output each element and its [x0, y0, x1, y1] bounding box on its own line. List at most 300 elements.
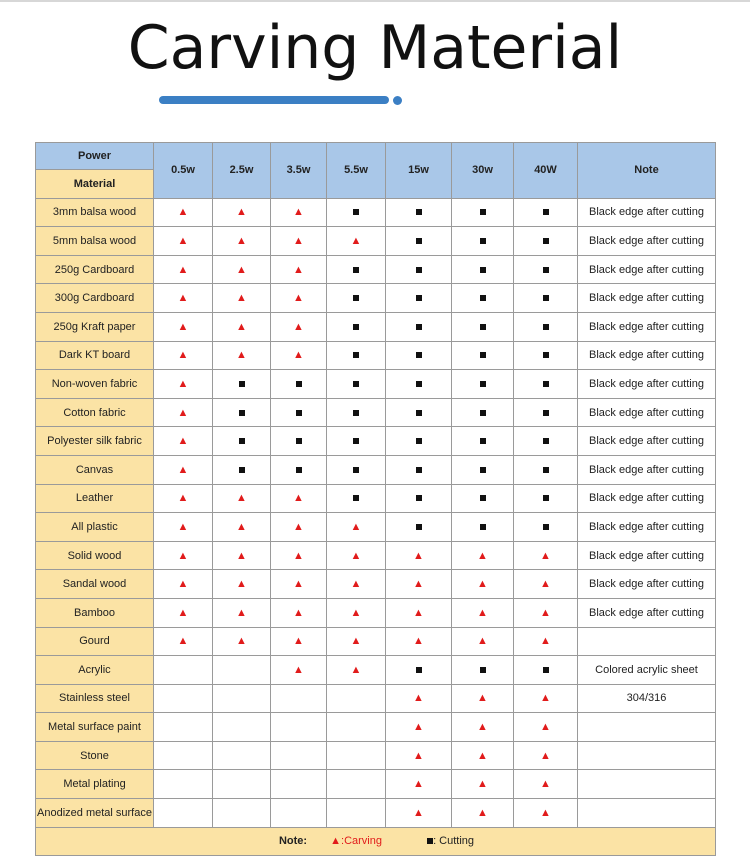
square-icon [416, 438, 422, 444]
top-divider [0, 0, 750, 2]
table-row [36, 398, 716, 427]
mark-cell [452, 227, 514, 256]
triangle-icon: ▲ [477, 578, 488, 591]
triangle-icon: ▲ [177, 234, 189, 247]
legend-carving [330, 835, 382, 847]
mark-cell [327, 227, 386, 256]
square-icon [480, 238, 486, 244]
triangle-icon: ▲ [413, 778, 424, 791]
mark-cell [452, 770, 514, 799]
power-col-header: 2.5w [213, 143, 271, 199]
triangle-icon: ▲ [413, 606, 424, 619]
triangle-icon: ▲ [177, 406, 189, 419]
square-icon [416, 238, 422, 244]
triangle-icon: ▲ [177, 320, 189, 333]
mark-cell [327, 455, 386, 484]
mark-cell [154, 484, 213, 513]
triangle-icon: ▲ [177, 606, 189, 619]
note-cell: Black edge after cutting [578, 541, 716, 570]
triangle-icon: ▲ [177, 578, 189, 591]
note-cell: 304/316 [578, 684, 716, 713]
triangle-icon: ▲ [540, 606, 551, 619]
square-icon [416, 324, 422, 330]
square-icon [239, 438, 245, 444]
mark-cell [271, 684, 327, 713]
mark-cell [514, 598, 578, 627]
triangle-icon: ▲ [177, 349, 189, 362]
square-icon [353, 295, 359, 301]
mark-cell [271, 227, 327, 256]
triangle-icon: ▲ [477, 692, 488, 705]
triangle-icon: ▲ [177, 206, 189, 219]
mark-cell [514, 656, 578, 685]
mark-cell [213, 370, 271, 399]
triangle-icon: ▲ [350, 234, 362, 247]
square-icon [296, 438, 302, 444]
note-cell: Black edge after cutting [578, 427, 716, 456]
table-row [36, 427, 716, 456]
mark-cell [213, 741, 271, 770]
material-table [35, 142, 716, 856]
mark-cell [327, 770, 386, 799]
mark-cell [514, 341, 578, 370]
triangle-icon: ▲ [293, 492, 304, 505]
mark-cell [213, 398, 271, 427]
square-icon [543, 495, 549, 501]
mark-cell [213, 341, 271, 370]
material-cell: Stone [36, 741, 154, 770]
note-col-header: Note [578, 143, 716, 199]
mark-cell [386, 398, 452, 427]
material-cell: 300g Cardboard [36, 284, 154, 313]
mark-cell [154, 598, 213, 627]
table-row [36, 484, 716, 513]
triangle-icon: ▲ [540, 806, 551, 819]
mark-cell [327, 713, 386, 742]
triangle-icon: ▲ [540, 635, 551, 648]
square-icon [416, 295, 422, 301]
power-header: Power [36, 143, 154, 170]
mark-cell [154, 713, 213, 742]
mark-cell [386, 684, 452, 713]
mark-cell [154, 770, 213, 799]
mark-cell [514, 799, 578, 828]
mark-cell [213, 627, 271, 656]
mark-cell [327, 284, 386, 313]
mark-cell [514, 398, 578, 427]
mark-cell [154, 656, 213, 685]
mark-cell [154, 570, 213, 599]
legend-label: Note: [278, 835, 308, 848]
power-col-header: 30w [452, 143, 514, 199]
triangle-icon: ▲ [413, 806, 424, 819]
triangle-icon: ▲ [293, 520, 304, 533]
note-cell: Black edge after cutting [578, 312, 716, 341]
note-cell: Black edge after cutting [578, 227, 716, 256]
mark-cell [452, 427, 514, 456]
mark-cell [514, 684, 578, 713]
square-icon [353, 324, 359, 330]
mark-cell [213, 770, 271, 799]
square-icon [480, 467, 486, 473]
triangle-icon: ▲ [413, 749, 424, 762]
material-header: Material [36, 170, 154, 199]
triangle-icon: ▲ [236, 549, 247, 562]
triangle-icon: ▲ [236, 292, 247, 305]
triangle-icon: ▲ [293, 234, 304, 247]
square-icon [480, 524, 486, 530]
triangle-icon: ▲ [177, 435, 189, 448]
mark-cell [386, 341, 452, 370]
mark-cell [386, 427, 452, 456]
square-icon [480, 410, 486, 416]
mark-cell [514, 513, 578, 542]
mark-cell [213, 227, 271, 256]
mark-cell [327, 627, 386, 656]
mark-cell [154, 341, 213, 370]
mark-cell [271, 484, 327, 513]
triangle-icon: ▲ [177, 492, 189, 505]
mark-cell [213, 799, 271, 828]
legend-row [36, 827, 716, 856]
material-cell: 250g Kraft paper [36, 312, 154, 341]
mark-cell [327, 312, 386, 341]
table-row [36, 741, 716, 770]
material-cell: 250g Cardboard [36, 255, 154, 284]
triangle-icon: ▲ [177, 377, 189, 390]
triangle-icon: ▲ [350, 606, 362, 619]
mark-cell [514, 541, 578, 570]
mark-cell [514, 627, 578, 656]
triangle-icon: ▲ [293, 635, 304, 648]
square-icon [480, 209, 486, 215]
mark-cell [452, 341, 514, 370]
mark-cell [514, 227, 578, 256]
table-row [36, 713, 716, 742]
triangle-icon: ▲ [540, 578, 551, 591]
mark-cell [213, 684, 271, 713]
triangle-icon: ▲ [350, 549, 362, 562]
square-icon [239, 467, 245, 473]
triangle-icon: ▲ [413, 692, 424, 705]
square-icon [543, 467, 549, 473]
mark-cell [514, 198, 578, 227]
table-row [36, 455, 716, 484]
mark-cell [213, 541, 271, 570]
mark-cell [452, 484, 514, 513]
mark-cell [213, 656, 271, 685]
triangle-icon: ▲ [477, 635, 488, 648]
mark-cell [452, 370, 514, 399]
material-cell: All plastic [36, 513, 154, 542]
mark-cell [514, 427, 578, 456]
table-row [36, 312, 716, 341]
title-underline-dot [393, 96, 402, 105]
square-icon [416, 352, 422, 358]
mark-cell [327, 255, 386, 284]
triangle-icon: ▲ [413, 635, 424, 648]
mark-cell [386, 513, 452, 542]
mark-cell [154, 227, 213, 256]
mark-cell [514, 255, 578, 284]
mark-cell [386, 627, 452, 656]
table-row [36, 198, 716, 227]
triangle-icon: ▲ [350, 520, 362, 533]
mark-cell [213, 513, 271, 542]
mark-cell [213, 484, 271, 513]
triangle-icon: ▲ [236, 606, 247, 619]
square-icon [296, 410, 302, 416]
triangle-icon: ▲ [236, 520, 247, 533]
square-icon [480, 324, 486, 330]
material-cell: Metal surface paint [36, 713, 154, 742]
triangle-icon: ▲ [293, 549, 304, 562]
square-icon [416, 467, 422, 473]
note-cell: Black edge after cutting [578, 513, 716, 542]
mark-cell [271, 255, 327, 284]
mark-cell [213, 284, 271, 313]
square-icon [353, 467, 359, 473]
mark-cell [154, 370, 213, 399]
square-icon [416, 667, 422, 673]
square-icon [353, 352, 359, 358]
table-row [36, 799, 716, 828]
mark-cell [271, 341, 327, 370]
mark-cell [386, 741, 452, 770]
triangle-icon: ▲ [293, 263, 304, 276]
mark-cell [386, 770, 452, 799]
mark-cell [271, 312, 327, 341]
mark-cell [271, 656, 327, 685]
material-cell: Solid wood [36, 541, 154, 570]
square-icon [416, 495, 422, 501]
table-row [36, 341, 716, 370]
triangle-icon: ▲ [350, 663, 362, 676]
note-cell [578, 799, 716, 828]
note-cell: Black edge after cutting [578, 398, 716, 427]
material-cell: Cotton fabric [36, 398, 154, 427]
mark-cell [271, 370, 327, 399]
square-icon [353, 495, 359, 501]
material-cell: 5mm balsa wood [36, 227, 154, 256]
square-icon [239, 410, 245, 416]
triangle-icon: ▲ [330, 835, 342, 848]
power-col-header: 15w [386, 143, 452, 199]
mark-cell [386, 284, 452, 313]
square-icon [296, 381, 302, 387]
mark-cell [327, 570, 386, 599]
triangle-icon: ▲ [477, 549, 488, 562]
mark-cell [514, 370, 578, 399]
note-cell [578, 713, 716, 742]
triangle-icon: ▲ [236, 320, 247, 333]
triangle-icon: ▲ [540, 721, 551, 734]
mark-cell [452, 255, 514, 284]
mark-cell [213, 570, 271, 599]
triangle-icon: ▲ [177, 520, 189, 533]
mark-cell [271, 541, 327, 570]
triangle-icon: ▲ [293, 663, 304, 676]
square-icon [543, 438, 549, 444]
mark-cell [154, 684, 213, 713]
mark-cell [452, 455, 514, 484]
mark-cell [514, 284, 578, 313]
square-icon [543, 352, 549, 358]
material-cell: Acrylic [36, 656, 154, 685]
triangle-icon: ▲ [477, 806, 488, 819]
triangle-icon: ▲ [177, 263, 189, 276]
mark-cell [154, 455, 213, 484]
mark-cell [271, 627, 327, 656]
legend-cutting-label: : Cutting [433, 835, 475, 848]
triangle-icon: ▲ [540, 549, 551, 562]
mark-cell [154, 799, 213, 828]
mark-cell [154, 198, 213, 227]
mark-cell [271, 513, 327, 542]
mark-cell [271, 427, 327, 456]
square-icon [480, 295, 486, 301]
mark-cell [452, 284, 514, 313]
note-cell: Black edge after cutting [578, 570, 716, 599]
triangle-icon: ▲ [350, 578, 362, 591]
table-row [36, 570, 716, 599]
power-col-header: 0.5w [154, 143, 213, 199]
mark-cell [327, 541, 386, 570]
table-row [36, 770, 716, 799]
page-title: Carving Material [127, 13, 623, 83]
mark-cell [452, 656, 514, 685]
mark-cell [327, 427, 386, 456]
triangle-icon: ▲ [477, 749, 488, 762]
square-icon [543, 381, 549, 387]
note-cell: Black edge after cutting [578, 455, 716, 484]
mark-cell [452, 570, 514, 599]
note-cell: Black edge after cutting [578, 198, 716, 227]
note-cell [578, 627, 716, 656]
square-icon [543, 410, 549, 416]
material-cell: Non-woven fabric [36, 370, 154, 399]
triangle-icon: ▲ [236, 263, 247, 276]
mark-cell [386, 541, 452, 570]
triangle-icon: ▲ [477, 778, 488, 791]
square-icon [543, 209, 549, 215]
triangle-icon: ▲ [177, 635, 189, 648]
note-cell: Black edge after cutting [578, 341, 716, 370]
material-cell: Canvas [36, 455, 154, 484]
table-row [36, 684, 716, 713]
table-row [36, 598, 716, 627]
triangle-icon: ▲ [236, 234, 247, 247]
mark-cell [271, 284, 327, 313]
mark-cell [386, 598, 452, 627]
mark-cell [271, 198, 327, 227]
mark-cell [386, 255, 452, 284]
mark-cell [452, 741, 514, 770]
table-row [36, 255, 716, 284]
mark-cell [154, 427, 213, 456]
square-icon [480, 381, 486, 387]
mark-cell [452, 312, 514, 341]
power-col-header: 40W [514, 143, 578, 199]
mark-cell [271, 570, 327, 599]
triangle-icon: ▲ [177, 549, 189, 562]
mark-cell [327, 741, 386, 770]
table-row [36, 656, 716, 685]
mark-cell [154, 741, 213, 770]
square-icon [239, 381, 245, 387]
triangle-icon: ▲ [477, 721, 488, 734]
mark-cell [514, 455, 578, 484]
mark-cell [213, 255, 271, 284]
mark-cell [386, 227, 452, 256]
mark-cell [271, 741, 327, 770]
mark-cell [386, 570, 452, 599]
mark-cell [514, 570, 578, 599]
square-icon [353, 381, 359, 387]
mark-cell [327, 198, 386, 227]
mark-cell [327, 684, 386, 713]
square-icon [543, 295, 549, 301]
square-icon [353, 410, 359, 416]
mark-cell [452, 627, 514, 656]
triangle-icon: ▲ [177, 463, 189, 476]
mark-cell [514, 312, 578, 341]
mark-cell [271, 598, 327, 627]
square-icon [480, 438, 486, 444]
square-icon [543, 267, 549, 273]
triangle-icon: ▲ [236, 492, 247, 505]
square-icon [543, 238, 549, 244]
mark-cell [213, 198, 271, 227]
mark-cell [514, 741, 578, 770]
mark-cell [514, 770, 578, 799]
mark-cell [213, 455, 271, 484]
mark-cell [271, 799, 327, 828]
triangle-icon: ▲ [540, 692, 551, 705]
mark-cell [452, 598, 514, 627]
power-col-header: 5.5w [327, 143, 386, 199]
square-icon [480, 495, 486, 501]
table-row [36, 284, 716, 313]
material-cell: Polyester silk fabric [36, 427, 154, 456]
legend-cutting [427, 835, 474, 847]
mark-cell [386, 455, 452, 484]
power-col-header: 3.5w [271, 143, 327, 199]
mark-cell [213, 427, 271, 456]
mark-cell [327, 341, 386, 370]
material-cell: Anodized metal surface [36, 799, 154, 828]
square-icon [480, 667, 486, 673]
material-cell: Dark KT board [36, 341, 154, 370]
table-row [36, 227, 716, 256]
mark-cell [327, 598, 386, 627]
square-icon [416, 267, 422, 273]
mark-cell [271, 398, 327, 427]
mark-cell [213, 713, 271, 742]
mark-cell [327, 398, 386, 427]
material-cell: Leather [36, 484, 154, 513]
mark-cell [154, 541, 213, 570]
mark-cell [452, 799, 514, 828]
mark-cell [386, 713, 452, 742]
mark-cell [154, 398, 213, 427]
triangle-icon: ▲ [293, 292, 304, 305]
mark-cell [271, 770, 327, 799]
table-row [36, 370, 716, 399]
legend-carving-label: :Carving [341, 835, 382, 848]
triangle-icon: ▲ [350, 635, 362, 648]
square-icon [543, 667, 549, 673]
